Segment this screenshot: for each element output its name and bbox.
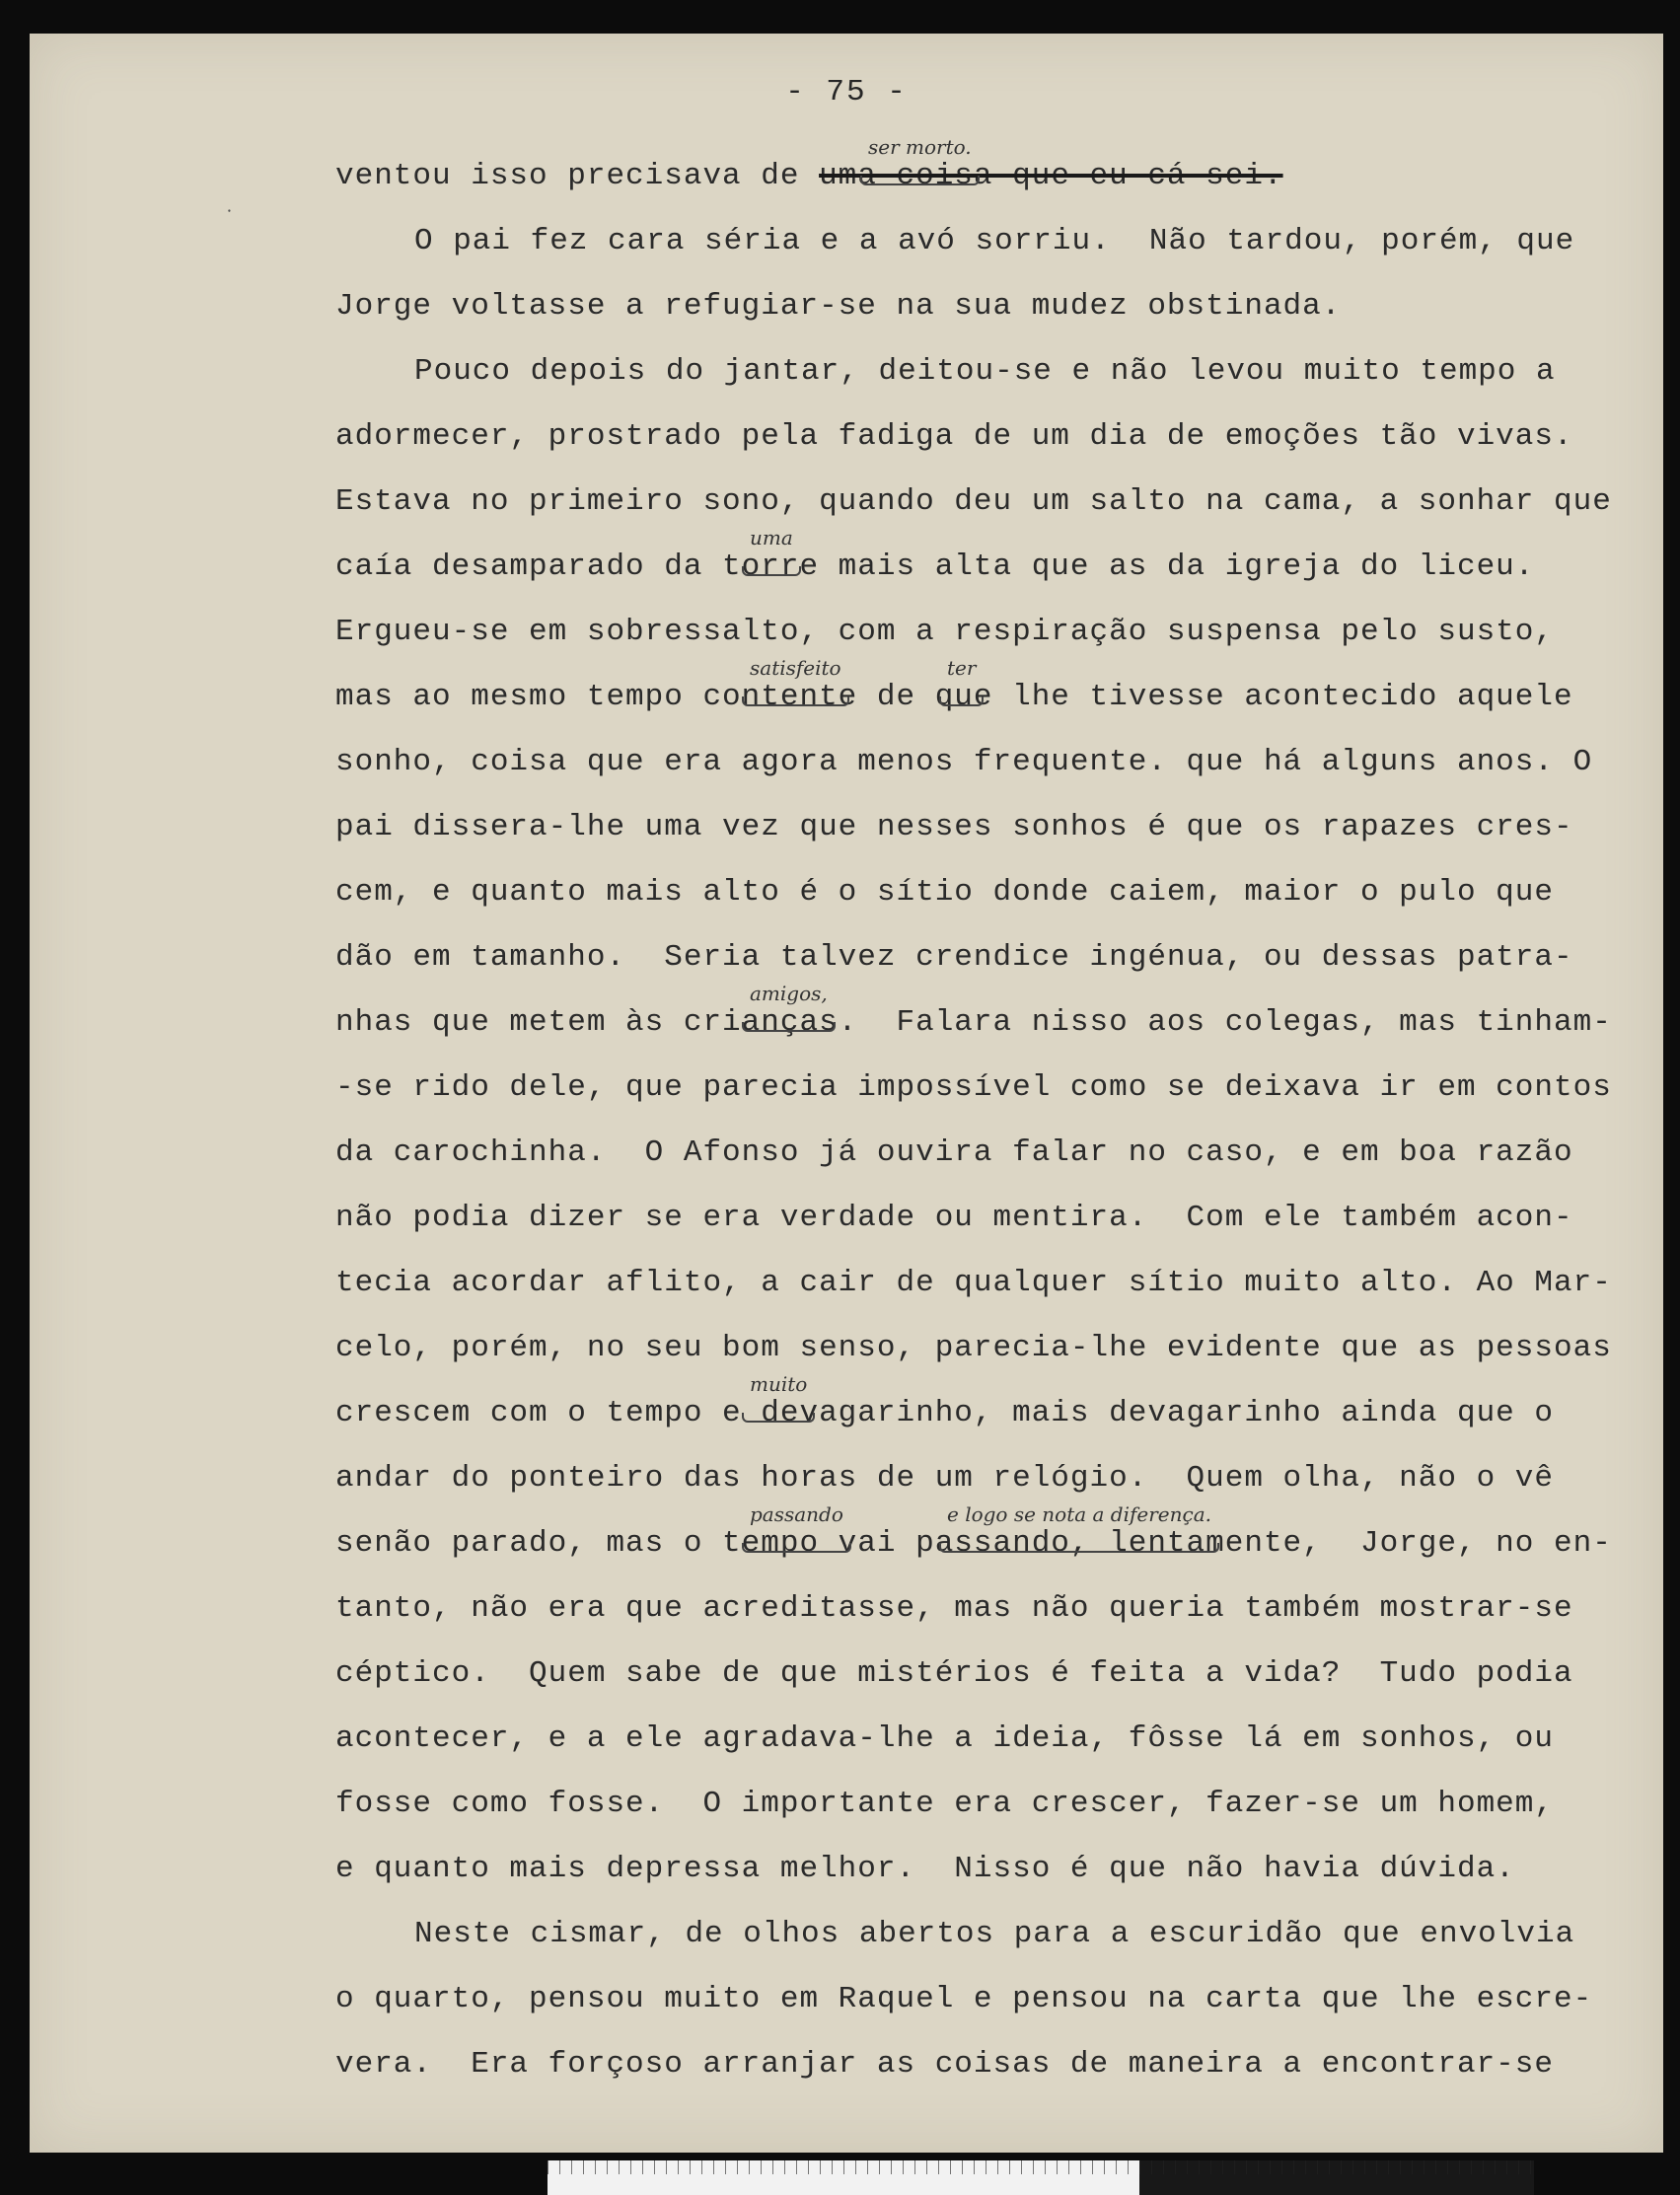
text-line [335, 795, 1677, 860]
struck-text: uma coisa que eu cá sei. [819, 159, 1283, 193]
line-text: celo, porém, no seu bom senso, parecia-lhe evidente que as pessoas [335, 1331, 1612, 1365]
line-text: caía desamparado da torre mais alta que as da igreja do liceu. [335, 549, 1535, 584]
handwritten-insertion: ser morto. [868, 114, 972, 180]
text-line [335, 1902, 1677, 1967]
line-text: senão parado, mas o tempo vai passando, lentamente, Jorge, no en- [335, 1526, 1612, 1561]
text-line [335, 1251, 1677, 1316]
text-line [335, 1707, 1677, 1772]
line-text: nhas que metem às crianças. Falara nisso aos colegas, mas tinham- [335, 1005, 1612, 1040]
line-text: sonho, coisa que era agora menos frequente. que há alguns anos. O [335, 745, 1593, 779]
handwritten-insertion: amigos, [750, 961, 828, 1026]
pencil-mark: ⸱ [227, 203, 232, 223]
line-text: tanto, não era que acreditasse, mas não queria também mostrar-se [335, 1591, 1573, 1626]
text-line [335, 209, 1677, 274]
line-text: dão em tamanho. Seria talvez crendice ingénua, ou dessas patra- [335, 940, 1573, 975]
text-line [335, 656, 1677, 730]
text-line [335, 925, 1677, 990]
text-line [335, 274, 1677, 339]
line-text: Jorge voltasse a refugiar-se na sua mudez obstinada. [335, 289, 1342, 324]
text-line [335, 339, 1677, 404]
text-line [335, 1576, 1677, 1642]
typescript-body [335, 135, 1677, 2097]
line-text: Neste cismar, de olhos abertos para a escuridão que envolvia [414, 1917, 1575, 1951]
text-line [335, 982, 1677, 1056]
color-scale-strip [548, 2160, 1534, 2195]
line-text: mas ao mesmo tempo contente de que lhe tivesse acontecido aquele [335, 680, 1573, 714]
line-text: o quarto, pensou muito em Raquel e pensou na carta que lhe escre- [335, 1982, 1593, 2016]
line-text: tecia acordar aflito, a cair de qualquer sítio muito alto. Ao Mar- [335, 1266, 1612, 1300]
line-text: Ergueu-se em sobressalto, com a respiração suspensa pelo susto, [335, 615, 1554, 649]
line-text: fosse como fosse. O importante era crescer, fazer-se um homem, [335, 1787, 1554, 1821]
line-text: e quanto mais depressa melhor. Nisso é que não havia dúvida. [335, 1852, 1515, 1886]
line-text: cem, e quanto mais alto é o sítio donde caiem, maior o pulo que [335, 875, 1554, 910]
text-line [335, 2032, 1677, 2097]
text-line [335, 1372, 1677, 1446]
text-line [335, 1772, 1677, 1837]
line-text: andar do ponteiro das horas de um relógio. Quem olha, não o vê [335, 1461, 1554, 1496]
text-line [335, 135, 1677, 209]
handwritten-insertion: ter [947, 635, 976, 700]
text-line [335, 730, 1677, 795]
line-text: Estava no primeiro sono, quando deu um salto na cama, a sonhar que [335, 484, 1612, 519]
text-line [335, 526, 1677, 600]
scale-ticks [548, 2160, 1534, 2174]
line-text: acontecer, e a ele agradava-lhe a ideia, fôsse lá em sonhos, ou [335, 1721, 1554, 1756]
line-text: Pouco depois do jantar, deitou-se e não levou muito tempo a [414, 354, 1556, 389]
line-text: -se rido dele, que parecia impossível como se deixava ir em contos [335, 1070, 1612, 1105]
line-text: adormecer, prostrado pela fadiga de um dia de emoções tão vivas. [335, 419, 1573, 454]
text-line [335, 1316, 1677, 1381]
text-line [335, 1056, 1677, 1121]
text-line [335, 1502, 1677, 1576]
handwritten-insertion: muito [750, 1352, 807, 1417]
text-line [335, 470, 1677, 535]
manuscript-page [30, 34, 1663, 2153]
handwritten-insertion: satisfeito [750, 635, 841, 700]
line-text: não podia dizer se era verdade ou mentira. Com ele também acon- [335, 1201, 1573, 1235]
line-text: da carochinha. O Afonso já ouvira falar no caso, e em boa razão [335, 1135, 1573, 1170]
line-text: crescem com o tempo e devagarinho, mais devagarinho ainda que o [335, 1396, 1554, 1430]
line-text: ventou isso precisava de [335, 159, 820, 193]
text-line [335, 404, 1677, 470]
handwritten-insertion: uma [750, 505, 793, 570]
page-number: - 75 - [785, 75, 908, 110]
line-text: céptico. Quem sabe de que mistérios é feita a vida? Tudo podia [335, 1656, 1573, 1691]
line-text: pai dissera-lhe uma vez que nesses sonhos é que os rapazes cres- [335, 810, 1573, 844]
text-line [335, 860, 1677, 925]
line-text: vera. Era forçoso arranjar as coisas de maneira a encontrar-se [335, 2047, 1554, 2082]
handwritten-insertion: passando [750, 1482, 843, 1547]
handwritten-insertion: e logo se nota a diferença. [947, 1482, 1211, 1547]
text-line [335, 1837, 1677, 1902]
text-line [335, 600, 1677, 665]
text-line [335, 1967, 1677, 2032]
line-text: O pai fez cara séria e a avó sorriu. Não tardou, porém, que [414, 224, 1575, 258]
text-line [335, 1642, 1677, 1707]
text-line [335, 1186, 1677, 1251]
text-line [335, 1121, 1677, 1186]
